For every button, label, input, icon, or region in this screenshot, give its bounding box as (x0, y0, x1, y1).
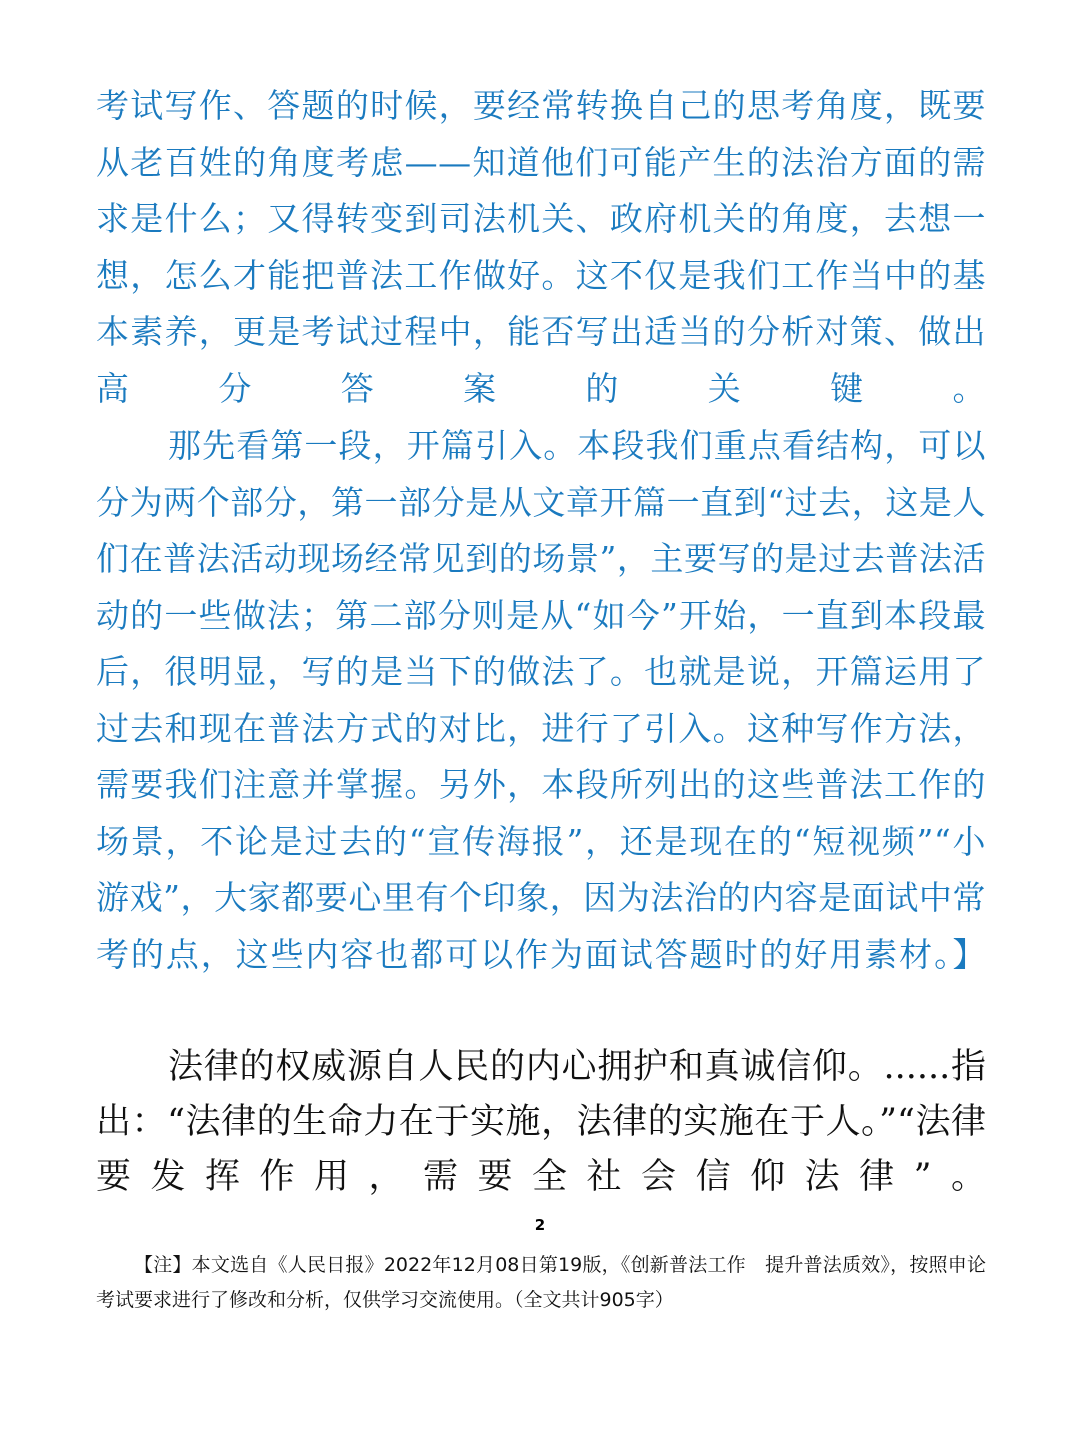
analysis-paragraph-2: 那先看第一段，开篇引入。本段我们重点看结构，可以分为两个部分，第一部分是从文章开篇一直到“过去，这是人们在普法活动现场经常见到的场景”，主要写的是过去普法活动的一些做法；第二部分则是从“如今”开始，一直到本段最后，很明显，写的是当下的做法了。也就是说，开篇运用了过去和现在普法方式的对比，进行了引入。这种写作方法，需要我们注意并掌握。另外，本段所列出的这些普法工作的场景，不论是过去的“宣传海报”，还是现在的“短视频”“小游戏”，大家都要心里有个印象，因为法治的内容是面试中常考的点，这些内容也都可以作为面试答题时的好用素材。】 (96, 426, 986, 974)
analysis-paragraph-1: 考试写作、答题的时候，要经常转换自己的思考角度，既要从老百姓的角度考虑——知道他们可能产生的法治方面的需求是什么；又得转变到司法机关、政府机关的角度，去想一想，怎么才能把普法工作做好。这不仅是我们工作当中的基本素养，更是考试过程中，能否写出适当的分析对策、做出高分答案的关键。 (96, 86, 986, 408)
analysis-paragraph-2-block (96, 418, 986, 983)
article-paragraph: 法律的权威源自人民的内心拥护和真诚信仰。......指出：“法律的生命力在于实施，法律的实施在于人。”“法律要发挥作用，需要全社会信仰法律”。 (96, 1047, 986, 1197)
source-note: 【注】本文选自《人民日报》2022年12月08日第19版，《创新普法工作 提升普法质效》，按照申论考试要求进行了修改和分析，仅供学习交流使用。（全文共计905字） (96, 1254, 986, 1311)
analysis-paragraph-1-block (96, 78, 986, 417)
source-note-block (96, 1248, 986, 1318)
page-number: 2 (534, 1216, 546, 1234)
article-paragraph-block (96, 1040, 986, 1205)
